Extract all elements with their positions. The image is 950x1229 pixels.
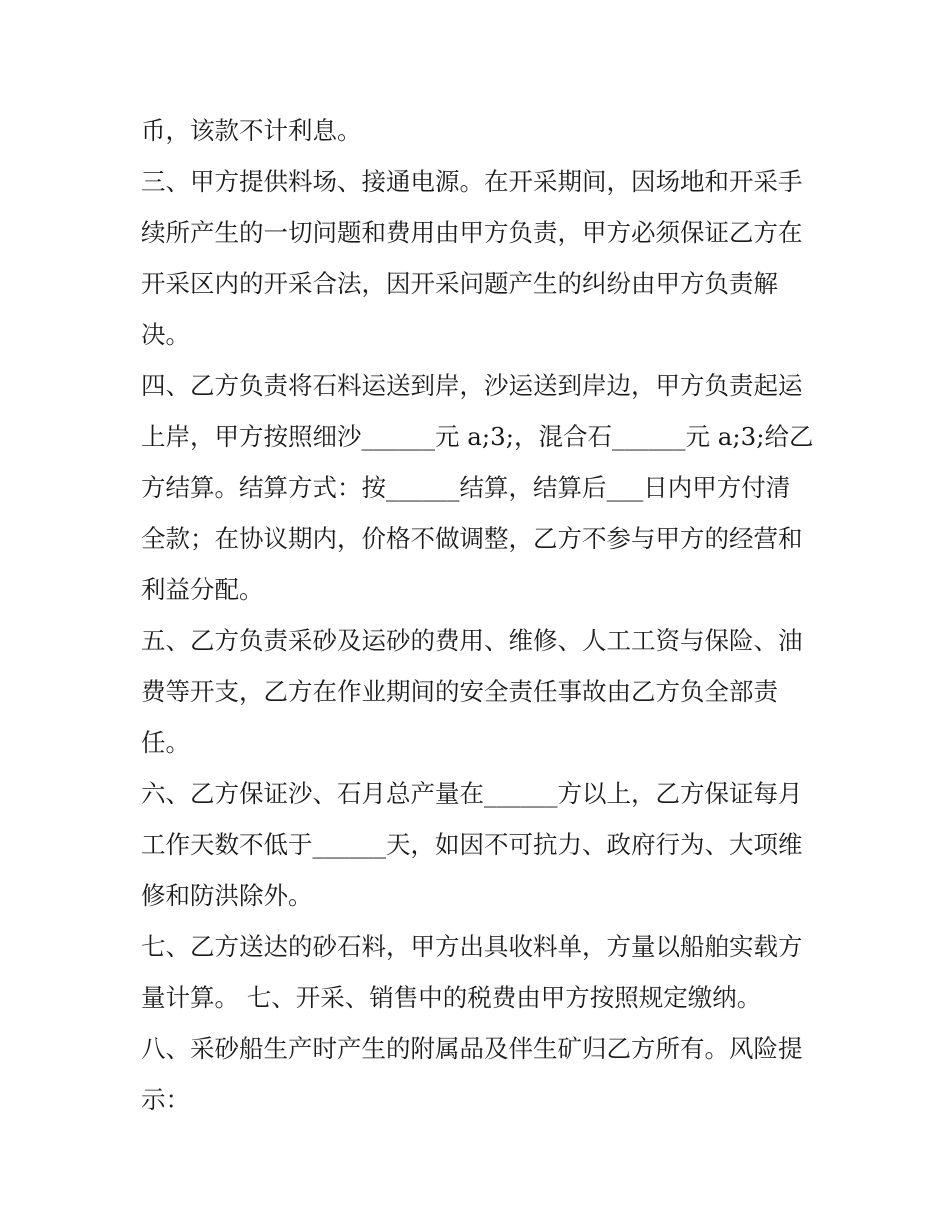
text-line: 量计算。 七、开采、销售中的税费由甲方按照规定缴纳。 (141, 983, 762, 1012)
text-line: 上岸，甲方按照细沙______元 a;3;，混合石______元 a;3;给乙 (141, 422, 814, 451)
text-line: 工作天数不低于______天，如因不可抗力、政府行为、大项维 (141, 830, 803, 859)
text-line: 决。 (141, 320, 190, 349)
text-line: 八、采砂船生产时产生的附属品及伴生矿归乙方所有。风险提 (141, 1034, 803, 1063)
text-line: 四、乙方负责将石料运送到岸，沙运送到岸边，甲方负责起运 (141, 371, 803, 400)
text-line: 方结算。结算方式：按______结算，结算后___日内甲方付清 (141, 473, 791, 502)
text-line: 七、乙方送达的砂石料，甲方出具收料单，方量以船舶实载方 (141, 932, 803, 961)
text-line: 币，该款不计利息。 (141, 116, 362, 145)
text-line: 修和防洪除外。 (141, 881, 313, 910)
text-line: 开采区内的开采合法，因开采问题产生的纠纷由甲方负责解 (141, 269, 778, 298)
text-line: 三、甲方提供料场、接通电源。在开采期间，因场地和开采手 (141, 167, 803, 196)
text-line: 六、乙方保证沙、石月总产量在______方以上，乙方保证每月 (141, 779, 803, 808)
text-line: 示： (141, 1085, 190, 1114)
contract-text (141, 105, 821, 1125)
text-line: 全款；在协议期内，价格不做调整，乙方不参与甲方的经营和 (141, 524, 803, 553)
text-line: 利益分配。 (141, 575, 264, 604)
text-line: 五、乙方负责采砂及运砂的费用、维修、人工工资与保险、油 (141, 626, 803, 655)
text-line: 任。 (141, 728, 190, 757)
text-line: 费等开支，乙方在作业期间的安全责任事故由乙方负全部责 (141, 677, 778, 706)
text-line: 续所产生的一切问题和费用由甲方负责，甲方必须保证乙方在 (141, 218, 803, 247)
